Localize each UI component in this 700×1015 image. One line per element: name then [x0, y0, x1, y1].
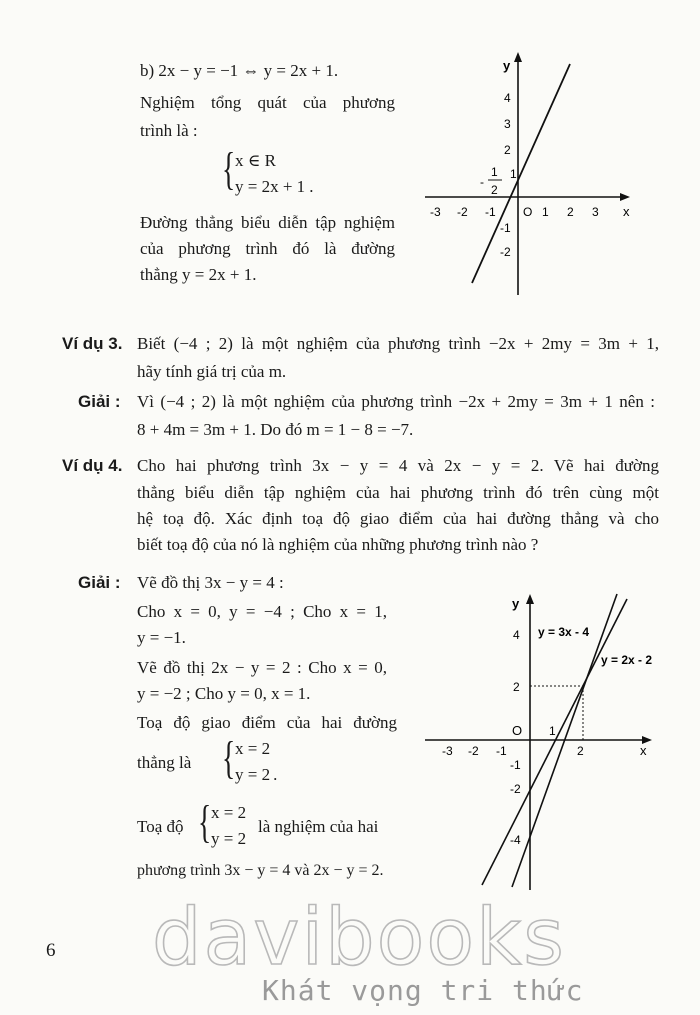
- x-tick: -2: [468, 744, 479, 758]
- conclusion-1: Đường thẳng biểu diễn tập nghiệm: [140, 213, 395, 232]
- solution-4-last-line: phương trình 3x − y = 4 và 2x − y = 2.: [137, 862, 384, 879]
- brace-symbol: {: [222, 143, 236, 194]
- y-tick: 3: [504, 117, 511, 131]
- line1-label: y = 3x - 4: [538, 625, 590, 639]
- x-tick: 1: [542, 205, 549, 219]
- system-line-2: y = 2x + 1 .: [235, 177, 314, 196]
- solution-4-line-3b: y = −2 ; Cho y = 0, x = 1.: [137, 684, 311, 703]
- half-denominator: 2: [491, 183, 498, 197]
- example-3-line-1: Biết (−4 ; 2) là một nghiệm của phương trình −2x + 2my = 3m + 1,: [137, 334, 659, 353]
- system2-line-1: x = 2: [211, 803, 247, 822]
- origin-label: O: [512, 723, 523, 738]
- minus-sign: -: [480, 175, 484, 189]
- example-4-label: Ví dụ 4.: [62, 456, 123, 475]
- y-tick: 2: [513, 680, 520, 694]
- solution-3-line-2: 8 + 4m = 3m + 1. Do đó m = 1 − 8 = −7.: [137, 420, 414, 439]
- brace-symbol: {: [198, 796, 212, 847]
- x-tick: -1: [496, 744, 507, 758]
- example-4-line-1: Cho hai phương trình 3x − y = 4 và 2x − y = 2. Vẽ hai đường: [137, 456, 659, 475]
- solution-4-line-1: Vẽ đồ thị 3x − y = 4 :: [137, 573, 284, 592]
- y-tick: -2: [510, 782, 521, 796]
- x-axis-label: x: [623, 204, 630, 219]
- page-number: 6: [46, 940, 56, 961]
- example-4-line-2: thẳng biểu diễn tập nghiệm của hai phương trình đó trên cùng một: [137, 483, 659, 502]
- general-solution-intro-2: trình là :: [140, 121, 198, 140]
- x-tick: 3: [592, 205, 599, 219]
- example-3-line-2: hãy tính giá trị của m.: [137, 362, 287, 381]
- x-tick: 2: [577, 744, 584, 758]
- x-tick: -2: [457, 205, 468, 219]
- watermark-brand: davibooks: [152, 893, 566, 983]
- x-tick: -1: [485, 205, 496, 219]
- coord-prefix: Toạ độ: [137, 817, 184, 836]
- example-4-line-4: biết toạ độ của nó là nghiệm của những phương trình nào ?: [137, 535, 539, 554]
- system1-line-2: y = 2 .: [235, 765, 278, 784]
- conclusion-2: của phương trình đó là đường: [140, 239, 395, 258]
- solution-4-line-2a: Cho x = 0, y = −4 ; Cho x = 1,: [137, 602, 387, 621]
- line-y-2x-minus-2: [482, 599, 627, 885]
- origin-label: O: [523, 205, 533, 219]
- general-solution-intro-1: Nghiệm tổng quát của phương: [140, 93, 395, 112]
- line2-label: y = 2x - 2: [601, 653, 653, 667]
- y-axis-label: y: [512, 596, 520, 611]
- example-4-line-3: hệ toạ độ. Xác định toạ độ giao điểm của hai đường thẳng và cho: [137, 509, 659, 528]
- solution-3-line-1: Vì (−4 ; 2) là một nghiệm của phương trình −2x + 2my = 3m + 1 nên :: [137, 392, 655, 411]
- solution-4-line-2b: y = −1.: [137, 628, 186, 647]
- line-y-2x-plus-1: [472, 64, 570, 283]
- y-axis-label: y: [503, 58, 511, 73]
- half-numerator: 1: [491, 165, 498, 179]
- system2-line-2: y = 2: [211, 829, 247, 848]
- part-b-equation: b) 2x − y = −1 ⇔ y = 2x + 1.: [140, 61, 339, 80]
- x-axis-label: x: [640, 743, 647, 758]
- solution-4-line-3a: Vẽ đồ thị 2x − y = 2 : Cho x = 0,: [137, 658, 387, 677]
- solution-4-line-4a: Toạ độ giao điểm của hai đường: [137, 713, 397, 732]
- system1-line-1: x = 2: [235, 739, 271, 758]
- system-line-1: x ∈ R: [235, 151, 276, 170]
- conclusion-3: thẳng y = 2x + 1.: [140, 265, 257, 284]
- x-tick: 2: [567, 205, 574, 219]
- brace-symbol: {: [222, 732, 236, 783]
- graph-2: [420, 592, 660, 892]
- y-tick: 4: [513, 628, 520, 642]
- example-3-label: Ví dụ 3.: [62, 334, 123, 353]
- x-tick: 1: [549, 724, 556, 738]
- x-tick-labels: [430, 205, 599, 219]
- solution-4-line-4b: thẳng là: [137, 753, 192, 772]
- x-tick: -3: [442, 744, 453, 758]
- watermark-slogan: Khát vọng tri thức: [262, 974, 584, 1007]
- y-tick: -4: [510, 833, 521, 847]
- y-tick: 4: [504, 91, 511, 105]
- coord-suffix: là nghiệm của hai: [258, 817, 379, 836]
- y-tick: -1: [500, 221, 511, 235]
- y-tick-labels: [500, 91, 517, 259]
- x-tick: -3: [430, 205, 441, 219]
- y-tick: -2: [500, 245, 511, 259]
- y-tick: -1: [510, 758, 521, 772]
- solution-4-label: Giải :: [78, 573, 121, 592]
- solution-3-label: Giải :: [78, 392, 121, 411]
- y-tick: 1: [510, 167, 517, 181]
- graph-1: [420, 50, 635, 300]
- y-tick: 2: [504, 143, 511, 157]
